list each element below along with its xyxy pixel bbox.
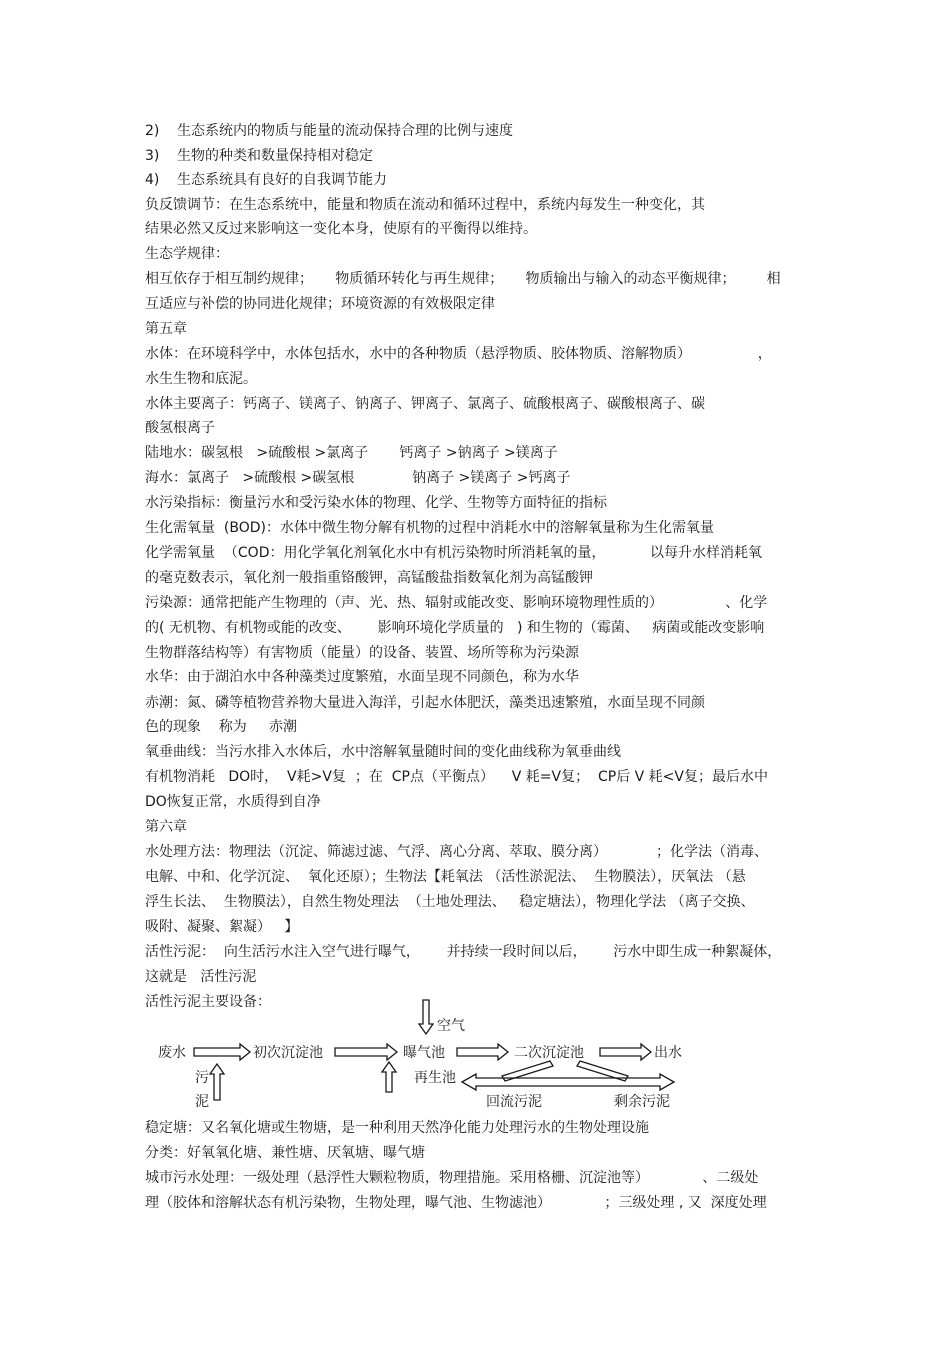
return-sludge-label: 回流污泥 (486, 1094, 542, 1110)
text-line: 互适应与补偿的协同进化规律；环境资源的有效极限定律 (145, 296, 495, 312)
excess-sludge-label: 剩余污泥 (614, 1094, 670, 1110)
text-line: 活性污泥主要设备： (145, 994, 271, 1010)
aeration-tank-label: 曝气池 (403, 1045, 445, 1061)
text-line: 的毫克数表示，氧化剂一般指重铬酸钾，高锰酸盐指数氧化剂为高锰酸钾 (145, 570, 593, 586)
text-line: 稳定塘：又名氧化塘或生物塘，是一种利用天然净化能力处理污水的生物处理设施 (145, 1120, 649, 1136)
text-line: 分类：好氧氧化塘、兼性塘、厌氧塘、曝气塘 (145, 1145, 425, 1161)
text-line: 电解、中和、化学沉淀、 氧化还原）；生物法【耗氧法 （活性淤泥法、 生物膜法），厌氧法 （悬 (145, 869, 746, 885)
list-number: 2) (145, 123, 160, 139)
arrow-secondary-outflow (600, 1044, 651, 1060)
activated-sludge-diagram (140, 996, 700, 1114)
arrow-aeration-secondary (457, 1044, 508, 1060)
chapter-heading: 第五章 (145, 321, 187, 337)
list-item-4 (145, 171, 387, 189)
text-line: 吸附、凝聚、絮凝） 】 (145, 919, 299, 935)
text-line: 陆地水：碳氢根 >硫酸根 >氯离子 钙离子 >钠离子 >镁离子 (145, 445, 558, 461)
list-item-3 (145, 147, 373, 165)
air-label: 空气 (437, 1018, 465, 1034)
text-line: DO恢复正常，水质得到自净 (145, 794, 321, 810)
text-line: 活性污泥： 向生活污水注入空气进行曝气， 并持续一段时间以后， 污水中即生成一种絮凝体， (145, 944, 782, 960)
text-line: 城市污水处理：一级处理（悬浮性大颗粒物质，物理措施。采用格栅、沉淀池等） 、二级处 (145, 1170, 759, 1186)
arrow-wastewater-primary (194, 1044, 250, 1060)
primary-clarifier-label: 初次沉淀池 (253, 1045, 323, 1061)
list-text: 生态系统内的物质与能量的流动保持合理的比例与速度 (177, 123, 513, 139)
text-line: 的( 无机物、有机物或能的改变、 影响环境化学质量的 ) 和生物的（霉菌、 病菌或能改变影响 (145, 620, 765, 636)
text-line: 水处理方法：物理法（沉淀、筛滤过滤、气浮、离心分离、萃取、膜分离） ；化学法（消毒、 (145, 844, 768, 860)
secondary-clarifier-label: 二次沉淀池 (514, 1045, 584, 1061)
list-text: 生态系统具有良好的自我调节能力 (177, 172, 387, 188)
text-line: 海水：氯离子 >硫酸根 >碳氢根 钠离子 >镁离子 >钙离子 (145, 470, 571, 486)
text-line: 水生生物和底泥。 (145, 371, 257, 387)
sludge-arrow (210, 1064, 224, 1100)
list-item-2 (145, 122, 513, 140)
text-line: 化学需氧量 （COD：用化学氧化剂氧化水中有机污染物时所消耗氧的量， 以每升水样消耗氧 (145, 545, 762, 561)
text-line: 相互依存于相互制约规律； 物质循环转化与再生规律； 物质输出与输入的动态平衡规律； 相 (145, 271, 781, 287)
wastewater-label: 废水 (158, 1045, 186, 1061)
text-line: 浮生长法、 生物膜法），自然生物处理法 （土地处理法、 稳定塘法），物理化学法 （离子交换、 (145, 894, 755, 910)
return-excess-arrow (462, 1074, 674, 1090)
sludge-label-2: 泥 (195, 1094, 209, 1110)
text-line: 水体：在环境科学中，水体包括水，水中的各种物质（悬浮物质、胶体物质、溶解物质） ， (145, 346, 772, 362)
list-number: 4) (145, 172, 160, 188)
sludge-label-1: 污 (195, 1070, 209, 1086)
section-heading: 生态学规律： (145, 246, 229, 262)
text-line: 色的现象 称为 赤潮 (145, 719, 298, 735)
chapter-heading: 第六章 (145, 819, 187, 835)
text-line: 结果必然又反过来影响这一变化本身，使原有的平衡得以维持。 (145, 221, 537, 237)
text-line: 负反馈调节：在生态系统中，能量和物质在流动和循环过程中，系统内每发生一种变化，其 (145, 197, 705, 213)
text-line: 氧垂曲线：当污水排入水体后，水中溶解氧量随时间的变化曲线称为氧垂曲线 (145, 744, 621, 760)
text-line: 理（胶体和溶解状态有机污染物，生物处理，曝气池、生物滤池） ；三级处理 , 又 深度处理 (145, 1195, 767, 1211)
text-line: 水华：由于湖泊水中各种藻类过度繁殖，水面呈现不同颜色，称为水华 (145, 669, 579, 685)
list-number: 3) (145, 148, 160, 164)
text-line: 赤潮：氮、磷等植物营养物大量进入海洋，引起水体肥沃，藻类迅速繁殖，水面呈现不同颜 (145, 695, 705, 711)
arrow-primary-aeration (335, 1044, 397, 1060)
outflow-label: 出水 (654, 1045, 682, 1061)
text-line: 酸氢根离子 (145, 420, 215, 436)
text-line: 水污染指标：衡量污水和受污染水体的物理、化学、生物等方面特征的指标 (145, 495, 607, 511)
regeneration-arrow (382, 1062, 396, 1092)
text-line: 这就是 活性污泥 (145, 969, 257, 985)
list-text: 生物的种类和数量保持相对稳定 (177, 148, 373, 164)
air-arrow (419, 1000, 433, 1034)
text-line: 污染源：通常把能产生物理的（声、光、热、辐射或能改变、影响环境物理性质的） 、化学 (145, 595, 768, 611)
text-line: 有机物消耗 DO时， V耗>V复 ；在 CP点（平衡点） V 耗=V复； CP后 V 耗<V复；最后水中 (145, 769, 768, 785)
text-line: 生物群落结构等）有害物质（能量）的设备、装置、场所等称为污染源 (145, 645, 579, 661)
text-line: 生化需氧量 (BOD)：水体中微生物分解有机物的过程中消耗水中的溶解氧量称为生化需氧量 (145, 520, 714, 536)
regeneration-tank-label: 再生池 (414, 1070, 456, 1086)
text-line: 水体主要离子：钙离子、镁离子、钠离子、钾离子、氯离子、硫酸根离子、碳酸根离子、碳 (145, 396, 705, 412)
